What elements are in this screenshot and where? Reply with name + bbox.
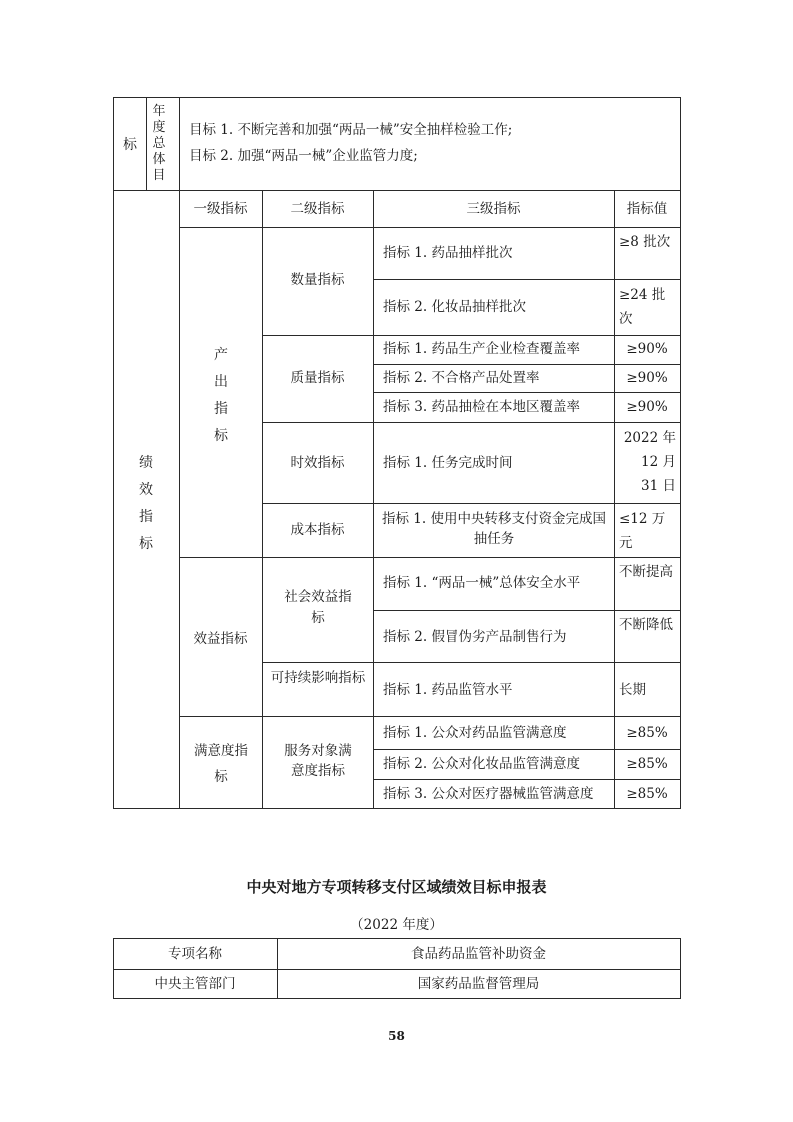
value-cell: ≥85% <box>626 725 668 741</box>
form-title: 中央对地方专项转移支付区域绩效目标申报表 <box>246 878 547 896</box>
goal-line-2: 目标 2. 加强“两品一械”企业监管力度; <box>189 148 418 164</box>
form-label-department: 中央主管部门 <box>154 976 236 992</box>
row-label-inner: 年度总体目 <box>152 104 166 183</box>
value-cell: 不断降低 <box>619 617 673 633</box>
level3-cell: 指标 3. 公众对医疗器械监管满意度 <box>383 786 594 802</box>
level3-cell: 指标 2. 假冒伪劣产品制售行为 <box>383 629 567 645</box>
page-number: 58 <box>388 1029 405 1043</box>
level3-cell: 指标 2. 化妆品抽样批次 <box>383 299 526 315</box>
value-cell: ≥85% <box>626 786 668 802</box>
value-cell: ≤12 万元 <box>619 511 666 551</box>
level3-cell: 指标 1. 公众对药品监管满意度 <box>383 725 567 741</box>
form-subtitle: （2022 年度） <box>350 917 443 933</box>
level3-cell: 指标 3. 药品抽检在本地区覆盖率 <box>383 399 580 415</box>
level2-service: 服务对象满意度指标 <box>284 743 352 779</box>
level3-cell: 指标 1. 任务完成时间 <box>383 455 513 471</box>
level1-output: 产出指标 <box>214 347 228 444</box>
level3-cell: 指标 1. “两品一械”总体安全水平 <box>383 575 581 591</box>
form-label-project: 专项名称 <box>168 946 222 962</box>
value-cell: 长期 <box>619 682 646 698</box>
level1-satisfaction: 满意度指标 <box>194 743 248 785</box>
level2-timeliness: 时效指标 <box>290 455 345 471</box>
level2-social: 社会效益指标 <box>284 589 352 626</box>
level2-sustainable: 可持续影响指标 <box>270 670 366 686</box>
level3-cell: 指标 2. 不合格产品处置率 <box>383 370 540 386</box>
form-value-department: 国家药品监督管理局 <box>417 976 540 992</box>
level2-cost: 成本指标 <box>290 522 345 538</box>
value-cell: 不断提高 <box>619 564 673 580</box>
level3-cell: 指标 1. 药品生产企业检查覆盖率 <box>383 341 580 357</box>
value-cell: ≥90% <box>626 341 668 357</box>
value-cell: ≥8 批次 <box>619 234 671 250</box>
perf-side-label: 绩效指标 <box>139 455 153 552</box>
level2-quality: 质量指标 <box>290 370 345 386</box>
form-value-project: 食品药品监管补助资金 <box>411 946 546 962</box>
value-cell: ≥90% <box>626 370 668 386</box>
goal-line-1: 目标 1. 不断完善和加强“两品一械”安全抽样检验工作; <box>189 122 513 138</box>
level3-cell: 指标 2. 公众对化妆品监管满意度 <box>383 756 580 772</box>
value-cell: ≥85% <box>626 756 668 772</box>
header-value: 指标值 <box>626 201 668 217</box>
row-label-outer: 标 <box>123 137 137 153</box>
level1-benefit: 效益指标 <box>193 631 248 647</box>
level3-cell: 指标 1. 使用中央转移支付资金完成国抽任务 <box>382 511 606 547</box>
level3-cell: 指标 1. 药品监管水平 <box>383 682 513 698</box>
value-cell: ≥24 批次 <box>619 287 666 327</box>
header-level1: 一级指标 <box>193 201 248 217</box>
header-level2: 二级指标 <box>290 201 345 217</box>
value-cell: 2022 年 12 月 31 日 <box>623 430 676 494</box>
level3-cell: 指标 1. 药品抽样批次 <box>383 245 513 261</box>
level2-quantity: 数量指标 <box>290 272 345 288</box>
header-level3: 三级指标 <box>466 201 521 217</box>
value-cell: ≥90% <box>626 399 668 415</box>
